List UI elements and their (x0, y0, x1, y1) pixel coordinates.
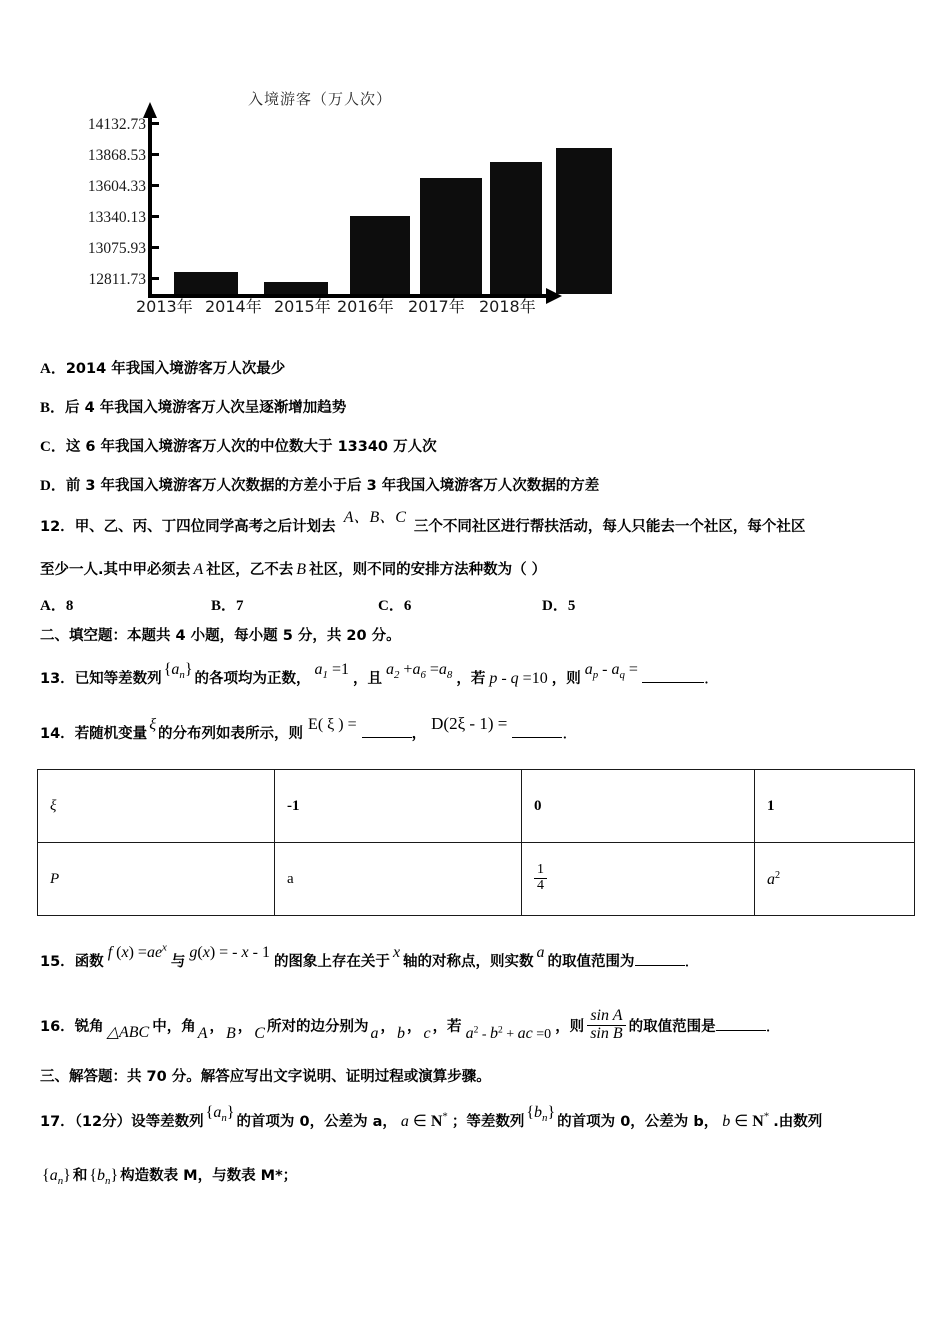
q14-e-answer-blank[interactable] (362, 724, 412, 738)
q14 (40, 714, 579, 743)
bar-2018 (556, 148, 612, 294)
section-3-heading: 三、解答题：共 70 分。解答应写出文字说明、证明过程或演算步骤。 (40, 1069, 491, 1085)
y-tick-label: 13340.13 (87, 209, 146, 226)
q16-side-a: a (370, 1024, 379, 1042)
q15-text-1: 函数 (74, 954, 104, 970)
y-tick-label: 13868.53 (87, 147, 146, 164)
q17-sequence-a: $\{a_n\}$ (205, 1104, 235, 1125)
q12-choice-b: B．7 (211, 598, 244, 614)
q16-text-1: 锐角 (74, 1018, 104, 1035)
x-tick-label: 2015年 (274, 297, 331, 316)
entry-tourists-bar-chart (40, 88, 570, 328)
q13-a1-eq: $a_1 =1$ (314, 661, 349, 682)
q11-option-a (40, 357, 285, 378)
q16-sine-ratio (584, 1008, 628, 1043)
q17-a-in-naturals: a ∈ N* (400, 1110, 448, 1130)
q13-period: ． (703, 670, 720, 687)
q11-option-b-letter: B． (40, 400, 66, 416)
table-row (38, 770, 915, 843)
q13 (40, 661, 720, 690)
x-tick-label: 2017年 (408, 297, 465, 316)
chart-title: 入境游客（万人次） (248, 90, 393, 108)
q16-answer-blank[interactable] (716, 1017, 766, 1031)
p-value-exponent: 2 (775, 869, 781, 881)
q17-text-and: 和 (72, 1168, 88, 1184)
q12-text-2a: 至少一人.其中甲必须去 (40, 562, 191, 578)
q15-x-axis-symbol: x (392, 944, 401, 961)
q14-number: 14． (40, 726, 75, 742)
q11-option-b-text: 后 4 年我国入境游客万人次呈逐渐增加趋势 (65, 400, 347, 416)
q15-function-g: g(x) = - x - 1 (189, 944, 270, 961)
section-2-heading: 二、填空题：本题共 4 小题，每小题 5 分，共 20 分。 (40, 628, 401, 644)
q16-text-5: ，则 (555, 1018, 585, 1035)
q13-sequence: $\{a_n\}$ (163, 661, 193, 682)
q12-text-2b: 社区，乙不去 (206, 562, 294, 578)
q13-number: 13． (40, 671, 75, 687)
q16-angle-b: B (226, 1024, 236, 1042)
fraction-one-quarter (534, 863, 547, 893)
q15-number: 15． (40, 954, 75, 970)
q15-text-2: 与 (170, 954, 186, 970)
q16-number: 16． (40, 1018, 75, 1035)
q14-text-1: 若随机变量 (74, 726, 148, 742)
q14-variance-expr: D(2ξ - 1) = (431, 714, 508, 733)
q12-number: 12． (40, 519, 75, 535)
q16-side-c: c (423, 1024, 431, 1042)
q15-text-5: 的取值范围为 (547, 954, 635, 970)
q17-text-2: 的首项为 0，公差为 a， (236, 1114, 397, 1130)
q16-comma-4: ， (406, 1018, 422, 1035)
fraction-numerator: 1 (537, 861, 544, 877)
q17-text-5: .由数列 (773, 1114, 823, 1130)
bar-2013 (174, 272, 238, 294)
q13-text-4: ，若 (456, 671, 486, 687)
table-cell-p-header: P (38, 843, 275, 916)
q16-text-2: 中，角 (152, 1018, 196, 1035)
table-cell-p-value-1: a (275, 843, 522, 916)
q13-text-5: ，则 (551, 671, 581, 687)
q15-function-f: f $(x) =ae^x$ (107, 941, 167, 961)
q17-text-6: 构造数表 M，与数表 M*； (120, 1168, 298, 1184)
q12-line-1 (40, 509, 806, 536)
q12-choice-d: D．5 (542, 598, 576, 614)
q17-text-3: ；等差数列 (451, 1114, 525, 1130)
q11-option-a-text: 2014 年我国入境游客万人次最少 (65, 361, 286, 377)
q16-triangle-abc: △ABC (106, 1023, 150, 1041)
fraction-denominator: 4 (534, 878, 547, 894)
q17-b-in-naturals: b ∈ N* (722, 1110, 770, 1130)
q16-sine-denominator: sin B (587, 1025, 625, 1043)
q14-xi-symbol: ξ (149, 716, 157, 733)
q15 (40, 941, 701, 971)
q12-community-set: A、B、C (343, 509, 406, 526)
q14-d-answer-blank[interactable] (512, 724, 562, 738)
q12-choice-a: A．8 (40, 598, 74, 614)
q11-option-c-letter: C． (40, 439, 66, 455)
q17-number: 17． (40, 1114, 75, 1130)
q13-text-3: ，且 (352, 671, 382, 687)
q17-line-2 (40, 1164, 297, 1187)
q16-comma-1: ， (209, 1018, 224, 1035)
distribution-table (37, 769, 915, 916)
q14-comma: ， (411, 726, 427, 742)
bar-2016 (420, 178, 482, 294)
q16-sine-numerator: sin A (590, 1007, 623, 1024)
q15-text-3: 的图象上存在关于 (273, 954, 390, 970)
q14-period: ． (562, 725, 579, 742)
bar-2017 (490, 162, 542, 294)
bar-2015 (350, 216, 410, 294)
q11-option-a-letter: A． (40, 361, 66, 377)
table-cell-p-value-3 (755, 843, 915, 916)
q15-parameter-a: a (536, 944, 545, 961)
q11-option-c-text: 这 6 年我国入境游客万人次的中位数大于 13340 万人次 (65, 439, 437, 455)
q12-line-2 (40, 558, 546, 579)
q16 (40, 1007, 782, 1045)
y-tick-label: 14132.73 (87, 116, 146, 133)
chart-plot-area (148, 108, 568, 320)
q16-period: ． (765, 1017, 782, 1035)
q13-sum-eq: $a_2 +a_6 =a_8$ (385, 661, 453, 682)
q16-text-3: 所对的边分别为 (266, 1018, 369, 1035)
q17-sequence-b: $\{b_n\}$ (526, 1104, 556, 1125)
y-tick-label: 13604.33 (87, 178, 146, 195)
q16-side-b: b (396, 1024, 405, 1042)
table-row (38, 843, 915, 916)
q11-option-d-letter: D． (40, 478, 66, 494)
q12-text-1a: 甲、乙、丙、丁四位同学高考之后计划去 (74, 519, 336, 535)
q16-angle-a: A (197, 1024, 208, 1042)
q13-pq-eq: p - q =10 (489, 670, 548, 687)
x-tick-label: 2014年 (205, 297, 262, 316)
q16-comma-2: ， (237, 1018, 253, 1035)
q16-equation: $a^2 - b^2$ + ac =0 (465, 1024, 552, 1042)
x-tick-label: 2013年 (136, 297, 193, 316)
q17-text-1: （12分）设等差数列 (74, 1114, 204, 1130)
y-tick-label: 13075.93 (87, 240, 146, 257)
q11-option-d-text: 前 3 年我国入境游客万人次数据的方差小于后 3 年我国入境游客万人次数据的方差 (65, 478, 600, 494)
q17-text-4: 的首项为 0，公差为 b， (557, 1114, 719, 1130)
q15-answer-blank[interactable] (635, 952, 685, 966)
q11-option-c (40, 435, 437, 456)
x-tick-label: 2016年 (337, 297, 394, 316)
q16-text-4: ，若 (432, 1018, 462, 1035)
q17-line-1 (40, 1104, 823, 1133)
q15-text-4: 轴的对称点，则实数 (403, 954, 534, 970)
q15-period: ． (684, 953, 701, 970)
q11-option-d (40, 474, 599, 495)
x-axis-tick-labels (136, 294, 566, 320)
q17-sequence-b-ref: $\{b_n\}$ (89, 1167, 119, 1188)
bar-2014 (264, 282, 328, 294)
p-value-a: a (767, 870, 775, 888)
q13-text-1: 已知等差数列 (74, 671, 162, 687)
y-tick-label: 12811.73 (88, 271, 146, 288)
table-cell-xi-value-1: -1 (275, 770, 522, 843)
chart-bars (152, 108, 552, 294)
q16-angle-c: C (254, 1024, 265, 1042)
q12-text-2c: 社区，则不同的安排方法种数为（ ） (309, 562, 547, 578)
q12-choice-c: C．6 (378, 598, 412, 614)
q16-comma-3: ， (380, 1018, 395, 1035)
q17-sequence-a-ref: $\{a_n\}$ (42, 1167, 71, 1188)
q14-expected-value-expr: E( ξ ) = (308, 716, 357, 733)
table-cell-xi-value-3: 1 (755, 770, 915, 843)
table-cell-p-value-2 (522, 843, 755, 916)
q12-set-a: A (193, 561, 204, 578)
q14-text-2: 的分布列如表所示，则 (158, 726, 304, 742)
q11-option-b (40, 396, 346, 417)
table-cell-xi-header: ξ (38, 770, 275, 843)
q12-text-1b: 三个不同社区进行帮扶活动，每人只能去一个社区，每个社区 (413, 519, 806, 535)
x-tick-label: 2018年 (479, 297, 536, 316)
q13-text-2: 的各项均为正数， (194, 671, 311, 687)
q16-text-6: 的取值范围是 (628, 1018, 716, 1035)
table-cell-xi-value-2: 0 (522, 770, 755, 843)
q12-set-b: B (296, 561, 307, 578)
q13-answer-blank[interactable] (642, 669, 704, 683)
q13-answer-expr: $a_p - a_q$ = (584, 661, 638, 682)
